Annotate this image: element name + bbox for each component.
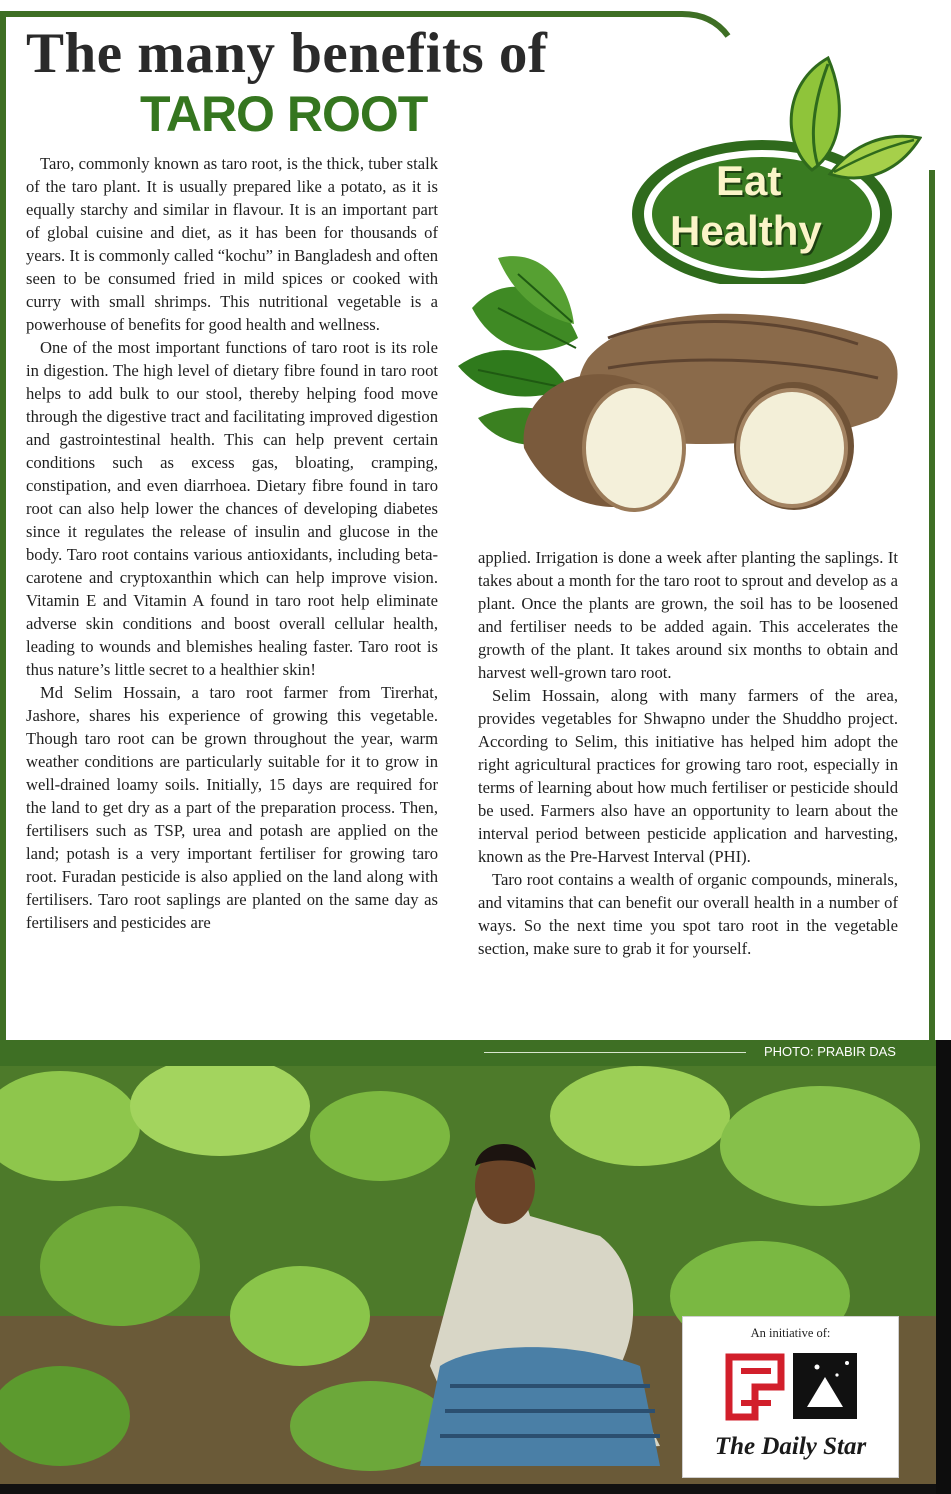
- article-column-2: [478, 546, 898, 960]
- shwapno-logo: [721, 1347, 861, 1427]
- initiative-label: An initiative of:: [750, 1326, 831, 1340]
- paragraph: Selim Hossain, along with many farmers of the area, provides vegetables for Shwapno under the Shuddho project. According to Selim, this initiative has helped him adopt the right agricultural practices for growing taro root, especially in terms of learning about how much fertiliser or pesticide should be used. Farmers also have an opportunity to learn about the interval period between pesticide application and harvesting, known as the Pre-Harvest Interval (PHI).: [478, 686, 898, 866]
- paragraph: Taro, commonly known as taro root, is the thick, tuber stalk of the taro plant. It is usually prepared like a potato, as it is equally starchy and similar in flavour. It is an important part of global cuisine and diet, as it has been for thousands of years. It is commonly called “kochu” in Bangladesh and often seen to be consumed fried in mild spices or cooked with curry with small shrimps. This nutritional vegetable is a powerhouse of benefits for good health and wellness.: [26, 154, 438, 334]
- sponsor-box: [682, 1316, 899, 1478]
- subheadline: TARO ROOT: [140, 86, 428, 142]
- photo-credit: PHOTO: PRABIR DAS: [764, 1044, 896, 1059]
- taro-root-illustration: [458, 248, 908, 538]
- paragraph: applied. Irrigation is done a week after planting the saplings. It takes about a month for the taro root to sprout and develop as a plant. Once the plants are grown, the soil has to be loosened and fertiliser needs to be added again. This accelerates the growth of the plant. It takes around six months to obtain and harvest well-grown taro root.: [478, 548, 898, 682]
- article-column-1: [26, 152, 438, 934]
- credit-rule: [484, 1052, 746, 1053]
- badge-line1: Eat: [716, 157, 782, 204]
- eat-healthy-badge: [632, 24, 922, 284]
- paragraph: Md Selim Hossain, a taro root farmer from Tirerhat, Jashore, shares his experience of growing this vegetable. Though taro root can be grown throughout the year, warm weather conditions are particularly suitable for it to grow in well-drained loamy soils. Initially, 15 days are required for the land to get dry as a part of the preparation process. Then, fertilisers such as TSP, urea and potash are applied on the land; potash is a very important fertiliser for growing taro root. Furadan pesticide is also applied on the land along with fertilisers. Taro root saplings are planted on the same day as fertilisers and pesticides are: [26, 683, 438, 932]
- headline: The many benefits of: [26, 22, 548, 85]
- daily-star-logo: The Daily Star: [714, 1433, 867, 1460]
- paragraph: Taro root contains a wealth of organic compounds, minerals, and vitamins that can benefit our overall health in a number of ways. So the next time you spot taro root in the vegetable section, make sure to grab it for yourself.: [478, 870, 898, 958]
- badge-line2: Healthy: [670, 207, 822, 254]
- paragraph: One of the most important functions of taro root is its role in digestion. The high level of dietary fibre found in taro root helps to add bulk to our stool, thereby helping food move through the digestive tract and facilitating improved digestion and gastrointestinal health. This can help prevent certain conditions such as excess gas, bloating, cramping, constipation, and even diarrhoea. Dietary fibre found in taro root can also help lower the chances of developing diabetes since it regulates the release of insulin and glucose in the body. Taro root contains various antioxidants, including beta-carotene and cryptoxanthin which can help improve vision. Vitamin E and Vitamin A found in taro root help eliminate adverse skin conditions and boost overall cellular health, leading to wounds and blemishes healing faster. Taro root is thus nature’s little secret to a healthier skin!: [26, 338, 438, 679]
